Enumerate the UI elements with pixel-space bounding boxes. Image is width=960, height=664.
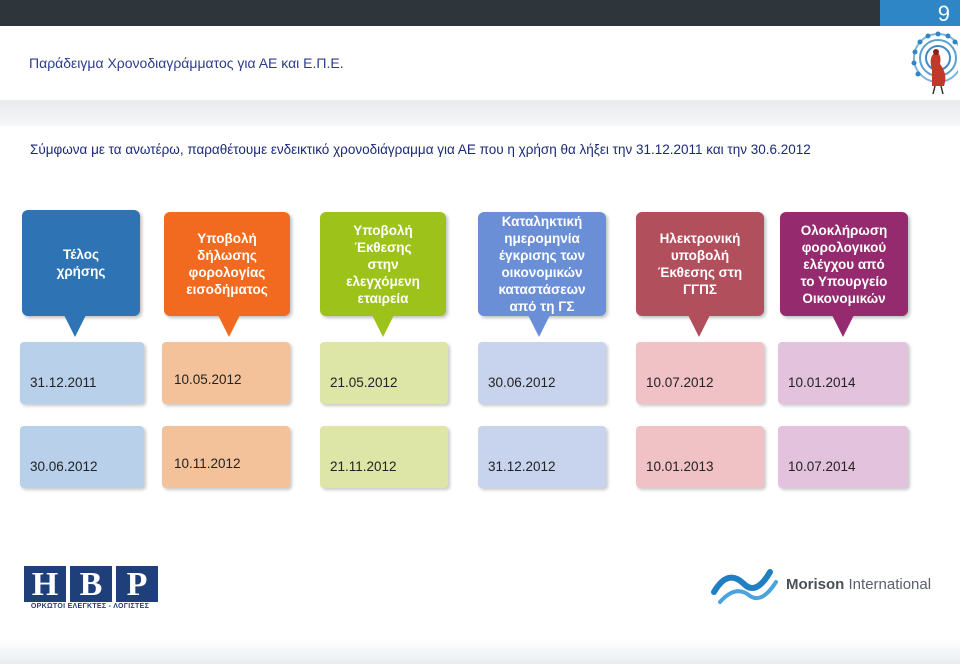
date-cell: 30.06.2012 — [20, 426, 144, 488]
intro-text: Σύμφωνα με τα ανωτέρω, παραθέτουμε ενδεικτικό χρονοδιάγραμμα για ΑΕ που η χρήση θα λήξει την 31.12.2011 και την 30.6.2012 — [30, 142, 811, 157]
hbp-subtitle: ΟΡΚΩΤΟΙ ΕΛΕΓΚΤΕΣ - ΛΟΓΙΣΤΕΣ — [30, 603, 150, 610]
date-cell: 10.11.2012 — [162, 426, 290, 488]
peacock-icon — [898, 30, 958, 96]
hbp-letter: B — [70, 566, 112, 602]
stage-pointer — [832, 315, 854, 337]
stage-box-fiscal-year-end: Τέλος χρήσης — [22, 210, 140, 316]
date-cell: 10.01.2013 — [636, 426, 764, 488]
date-cell: 31.12.2011 — [20, 342, 144, 404]
stage-pointer — [528, 315, 550, 337]
date-cell: 10.07.2012 — [636, 342, 764, 404]
stage-pointer — [218, 315, 240, 337]
date-cell: 10.05.2012 — [162, 342, 290, 404]
morison-logo — [710, 562, 950, 608]
date-cell: 10.07.2014 — [778, 426, 908, 488]
stage-pointer — [688, 315, 710, 337]
stage-box-income-tax-return: Υποβολή δήλωσης φορολογίας εισοδήματος — [164, 212, 290, 316]
date-cell: 31.12.2012 — [478, 426, 606, 488]
stage-pointer — [64, 315, 86, 337]
hbp-letter: P — [116, 566, 158, 602]
date-cell: 21.11.2012 — [320, 426, 448, 488]
stage-pointer — [372, 315, 394, 337]
date-cell: 10.01.2014 — [778, 342, 908, 404]
date-cell: 21.05.2012 — [320, 342, 448, 404]
stage-box-report-submission: Υποβολή Έκθεσης στην ελεγχόμενη εταιρεία — [320, 212, 446, 316]
stage-box-electronic-submission: Ηλεκτρονική υποβολή Έκθεσης στη ΓΓΠΣ — [636, 212, 764, 316]
morison-wordmark: Morison International — [786, 576, 932, 593]
hbp-letter: H — [24, 566, 66, 602]
hbp-logo — [20, 566, 160, 612]
date-cell: 30.06.2012 — [478, 342, 606, 404]
stage-box-audit-completion: Ολοκλήρωση φορολογικού ελέγχου από το Υπουργείο Οικονομικών — [780, 212, 908, 316]
page-number: 9 — [880, 0, 960, 26]
slide-title: Παράδειγμα Χρονοδιαγράμματος για ΑΕ και Ε.Π.Ε. — [29, 55, 344, 71]
morison-swirl-icon — [710, 562, 782, 608]
bottom-band — [0, 640, 960, 664]
top-bar — [0, 0, 880, 26]
header-band — [0, 100, 960, 126]
stage-box-approval-deadline: Καταληκτική ημερομηνία έγκρισης των οικονομικών καταστάσεων από τη ΓΣ — [478, 212, 606, 316]
